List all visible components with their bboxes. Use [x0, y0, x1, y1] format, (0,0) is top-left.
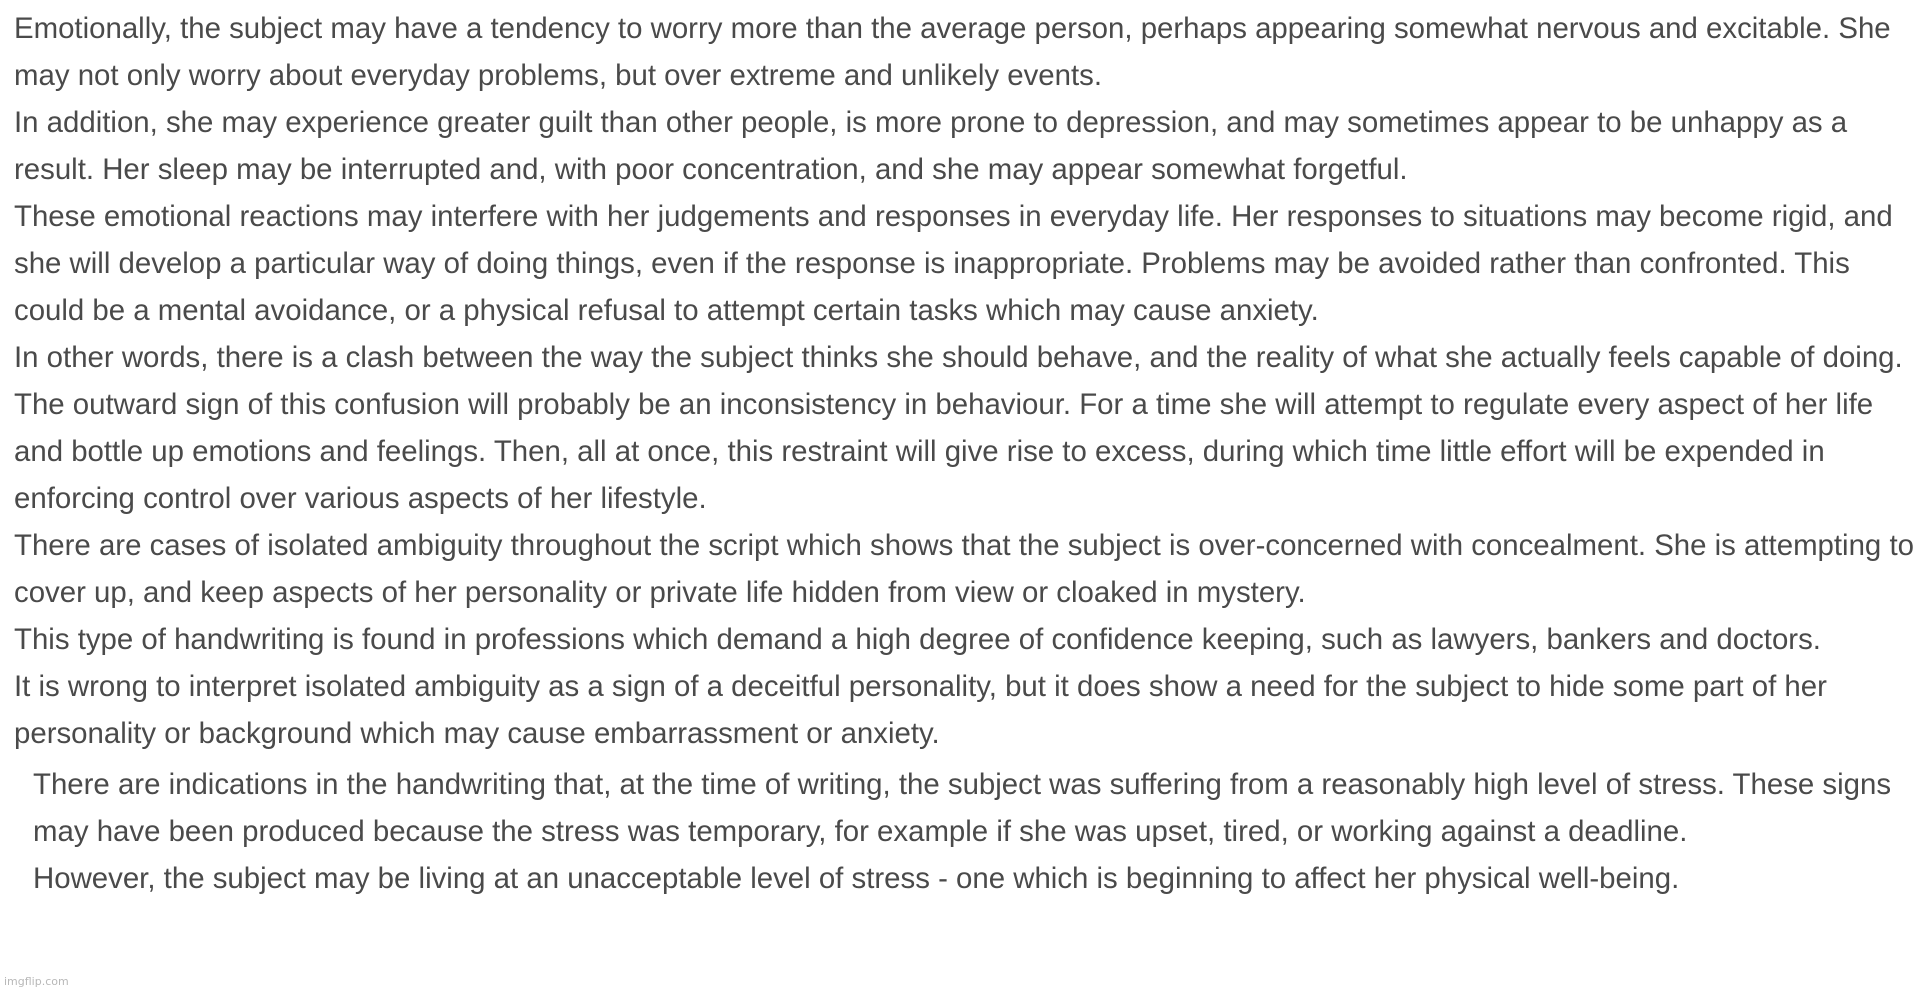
document-body	[14, 5, 1926, 902]
watermark: imgflip.com	[4, 975, 69, 988]
paragraph-inconsistency: In other words, there is a clash between the way the subject thinks she should behave, and the reality of what she actually feels capable of doing. The outward sign of this confusion will probably be an inconsistency in behaviour. For a time she will attempt to regulate every aspect of her life and bottle up emotions and feelings. Then, all at once, this restraint will give rise to excess, during which time little effort will be expended in enforcing control over various aspects of her lifestyle.	[14, 341, 1903, 515]
paragraph-professions: This type of handwriting is found in professions which demand a high degree of confidence keeping, such as lawyers, bankers and doctors.	[14, 623, 1821, 656]
paragraph-stress-indications: There are indications in the handwriting that, at the time of writing, the subject was suffering from a reasonably high level of stress. These signs may have been produced because the stress was temporary, for example if she was upset, tired, or working against a deadline.	[33, 768, 1892, 848]
paragraph-guilt-depression: In addition, she may experience greater guilt than other people, is more prone to depression, and may sometimes appear to be unhappy as a result. Her sleep may be interrupted and, with poor concentration, and she may appear somewhat forgetful.	[14, 106, 1848, 186]
paragraph-emotional-reactions: These emotional reactions may interfere with her judgements and responses in everyday life. Her responses to situations may become rigid, and she will develop a particular way of doing things, even if the response is inappropriate. Problems may be avoided rather than confronted. This could be a mental avoidance, or a physical refusal to attempt certain tasks which may cause anxiety.	[14, 200, 1893, 327]
paragraph-stress-level: However, the subject may be living at an unacceptable level of stress - one which is beginning to affect her physical well-being.	[33, 862, 1680, 895]
paragraph-emotional-worry: Emotionally, the subject may have a tendency to worry more than the average person, perhaps appearing somewhat nervous and excitable. She may not only worry about everyday problems, but over extreme and unlikely events.	[14, 12, 1891, 92]
paragraph-isolated-ambiguity: There are cases of isolated ambiguity throughout the script which shows that the subject is over-concerned with concealment. She is attempting to cover up, and keep aspects of her personality or private life hidden from view or cloaked in mystery.	[14, 529, 1914, 609]
paragraph-deceit-interpretation: It is wrong to interpret isolated ambiguity as a sign of a deceitful personality, but it does show a need for the subject to hide some part of her personality or background which may cause embarrassment or anxiety.	[14, 670, 1827, 750]
